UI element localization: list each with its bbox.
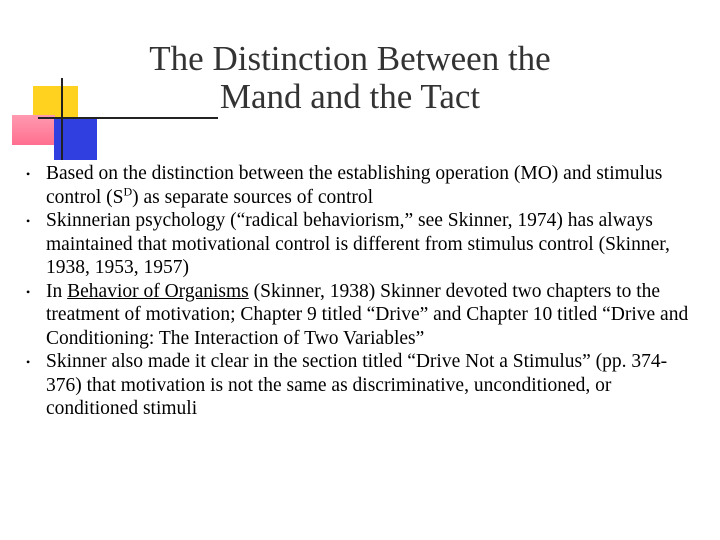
bullet-item-establishing-operation: [26, 162, 696, 209]
superscript-d: D: [123, 184, 133, 198]
bullet-marker: •: [26, 355, 31, 369]
bullet-text-part: ) as separate sources of control: [132, 186, 374, 208]
bullet-item-drive-not-a-stimulus: [26, 350, 696, 421]
decorative-red-square: [12, 115, 55, 145]
bullet-list: [26, 162, 696, 421]
bullet-marker: •: [26, 167, 31, 181]
bullet-text: Skinnerian psychology (“radical behaviorism,” see Skinner, 1974) has always maintained that motivational control is different from stimulus control (Skinner, 1938, 1953, 1957): [46, 210, 670, 278]
title-line-2: Mand and the Tact: [219, 77, 481, 116]
bullet-marker: •: [26, 214, 31, 228]
bullet-text-part: (Skinner, 1938) Skinner devoted two chapters to the treatment of motivation; Chapter 9 titled “Drive” and Chapter 10 titled “Drive and Conditioning: The Interaction of Two Variables”: [46, 280, 689, 349]
book-title: Behavior of Organisms: [67, 280, 249, 302]
title-line-1: The Distinction Between the: [149, 39, 551, 78]
bullet-text: Skinner also made it clear in the section titled “Drive Not a Stimulus” (pp. 374-376) that motivation is not the same as discriminative, unconditioned, or conditioned stimuli: [46, 351, 668, 419]
bullet-text-part: In: [46, 280, 68, 302]
slide-title: [40, 40, 660, 116]
bullet-item-behavior-of-organisms: [26, 280, 696, 351]
bullet-text-part: Based on the distinction between the establishing operation (MO) and stimulus control (S: [46, 163, 663, 208]
decorative-horizontal-line: [38, 117, 218, 119]
bullet-item-radical-behaviorism: [26, 209, 696, 280]
bullet-marker: •: [26, 284, 31, 299]
